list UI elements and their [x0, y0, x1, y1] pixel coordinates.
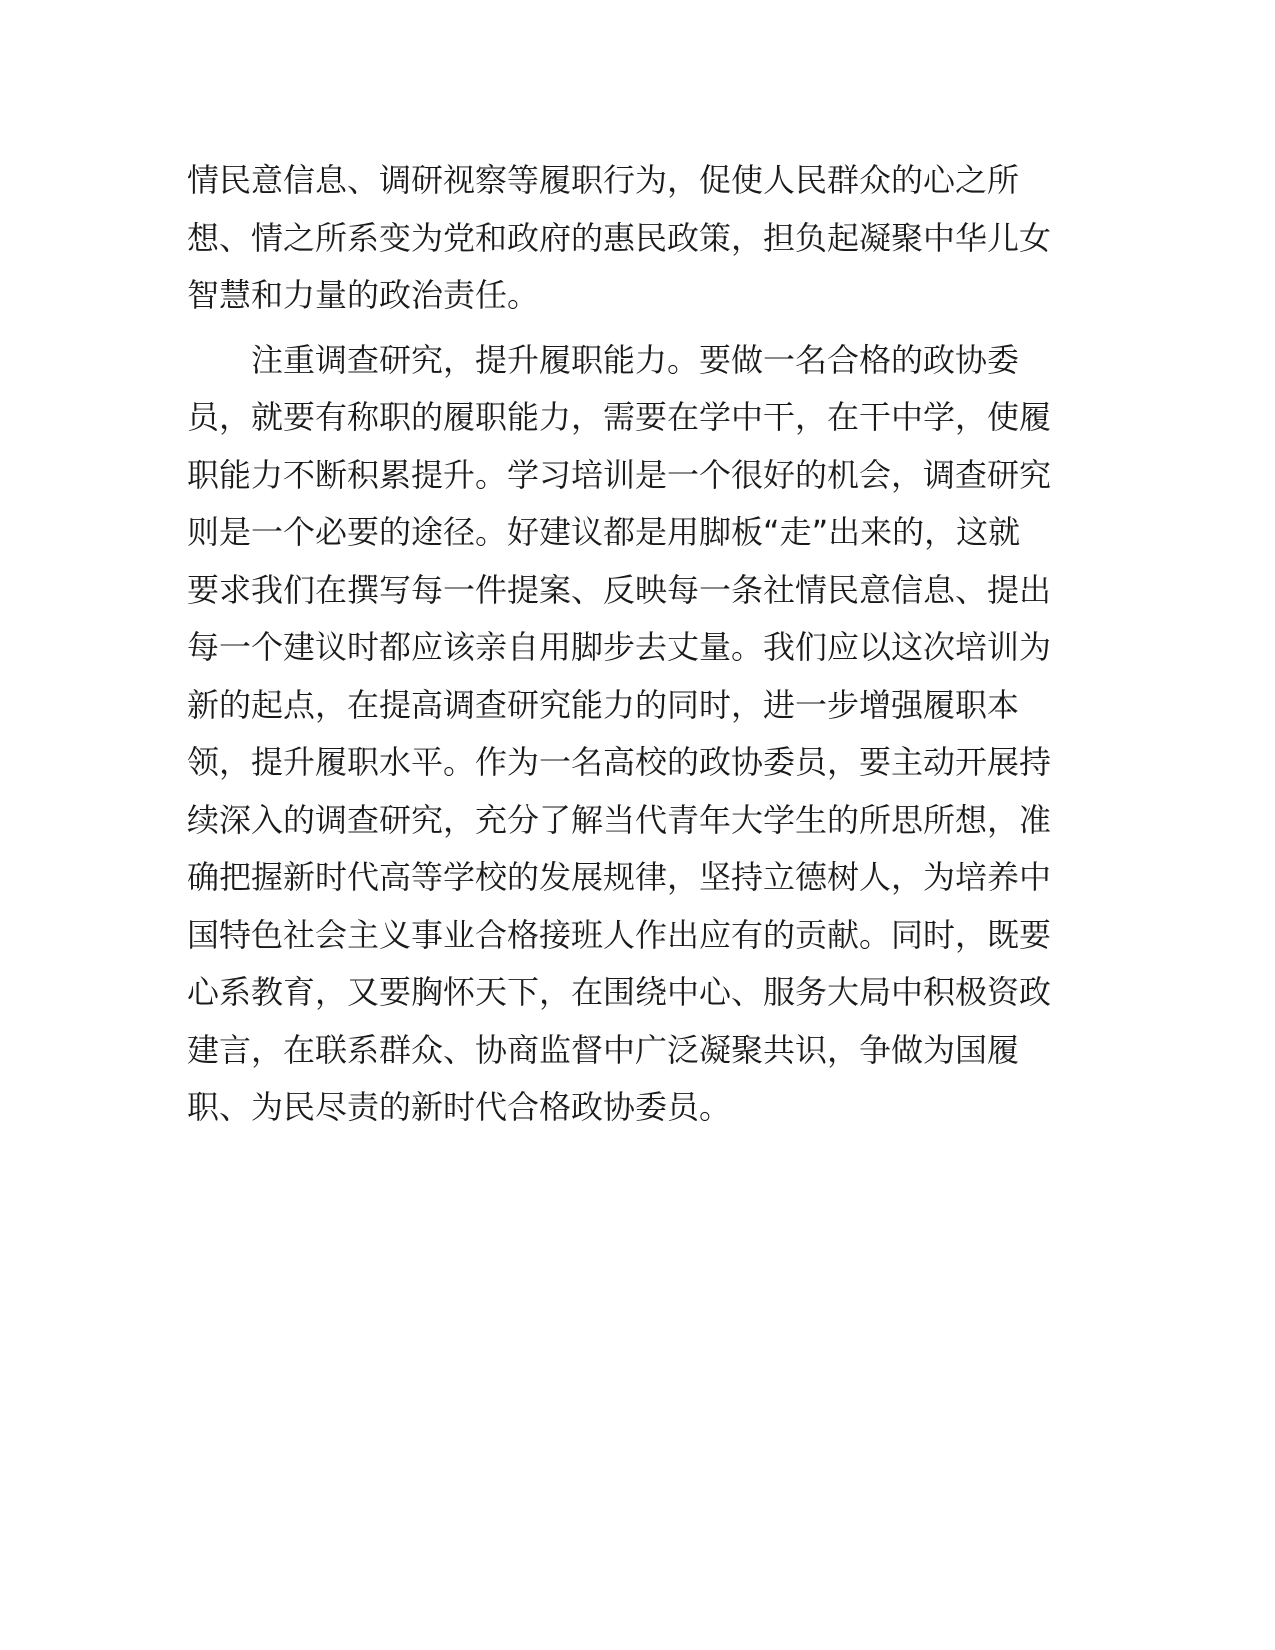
text-line: 要求我们在撰写每一件提案、反映每一条社情民意信息、提出 [187, 570, 1052, 609]
text-line: 员，就要有称职的履职能力，需要在学中干，在干中学，使履 [187, 398, 1052, 436]
text-line: 则是一个必要的途径。好建议都是用脚板“走”出来的，这就 [187, 513, 1021, 551]
text-line: 新的起点，在提高调查研究能力的同时，进一步增强履职本 [187, 685, 1020, 724]
text-line: 心系教育，又要胸怀天下，在围绕中心、服务大局中积极资政 [187, 973, 1052, 1011]
text-line: 职能力不断积累提升。学习培训是一个很好的机会，调查研究 [187, 455, 1052, 494]
text-line: 注重调查研究，提升履职能力。要做一名合格的政协委 [187, 340, 1020, 379]
text-line: 职、为民尽责的新时代合格政协委员。 [187, 1088, 732, 1126]
text-line: 想、情之所系变为党和政府的惠民政策，担负起凝聚中华儿女 [187, 218, 1052, 257]
text-line: 情民意信息、调研视察等履职行为，促使人民群众的心之所 [187, 161, 1020, 199]
paragraph-2 [187, 332, 1087, 1137]
text-line: 智慧和力量的政治责任。 [187, 276, 540, 314]
text-line: 确把握新时代高等学校的发展规律，坚持立德树人，为培养中 [187, 858, 1052, 896]
text-line: 国特色社会主义事业合格接班人作出应有的贡献。同时，既要 [187, 915, 1052, 954]
text-line: 建言，在联系群众、协商监督中广泛凝聚共识，争做为国履 [187, 1030, 1020, 1069]
text-line: 领，提升履职水平。作为一名高校的政协委员，要主动开展持 [187, 743, 1052, 781]
text-line: 每一个建议时都应该亲自用脚步去丈量。我们应以这次培训为 [187, 628, 1052, 666]
document-body [187, 152, 1087, 1137]
text-line: 续深入的调查研究，充分了解当代青年大学生的所思所想，准 [187, 800, 1052, 839]
paragraph-1 [187, 152, 1087, 325]
paragraph-spacer [187, 325, 1087, 332]
